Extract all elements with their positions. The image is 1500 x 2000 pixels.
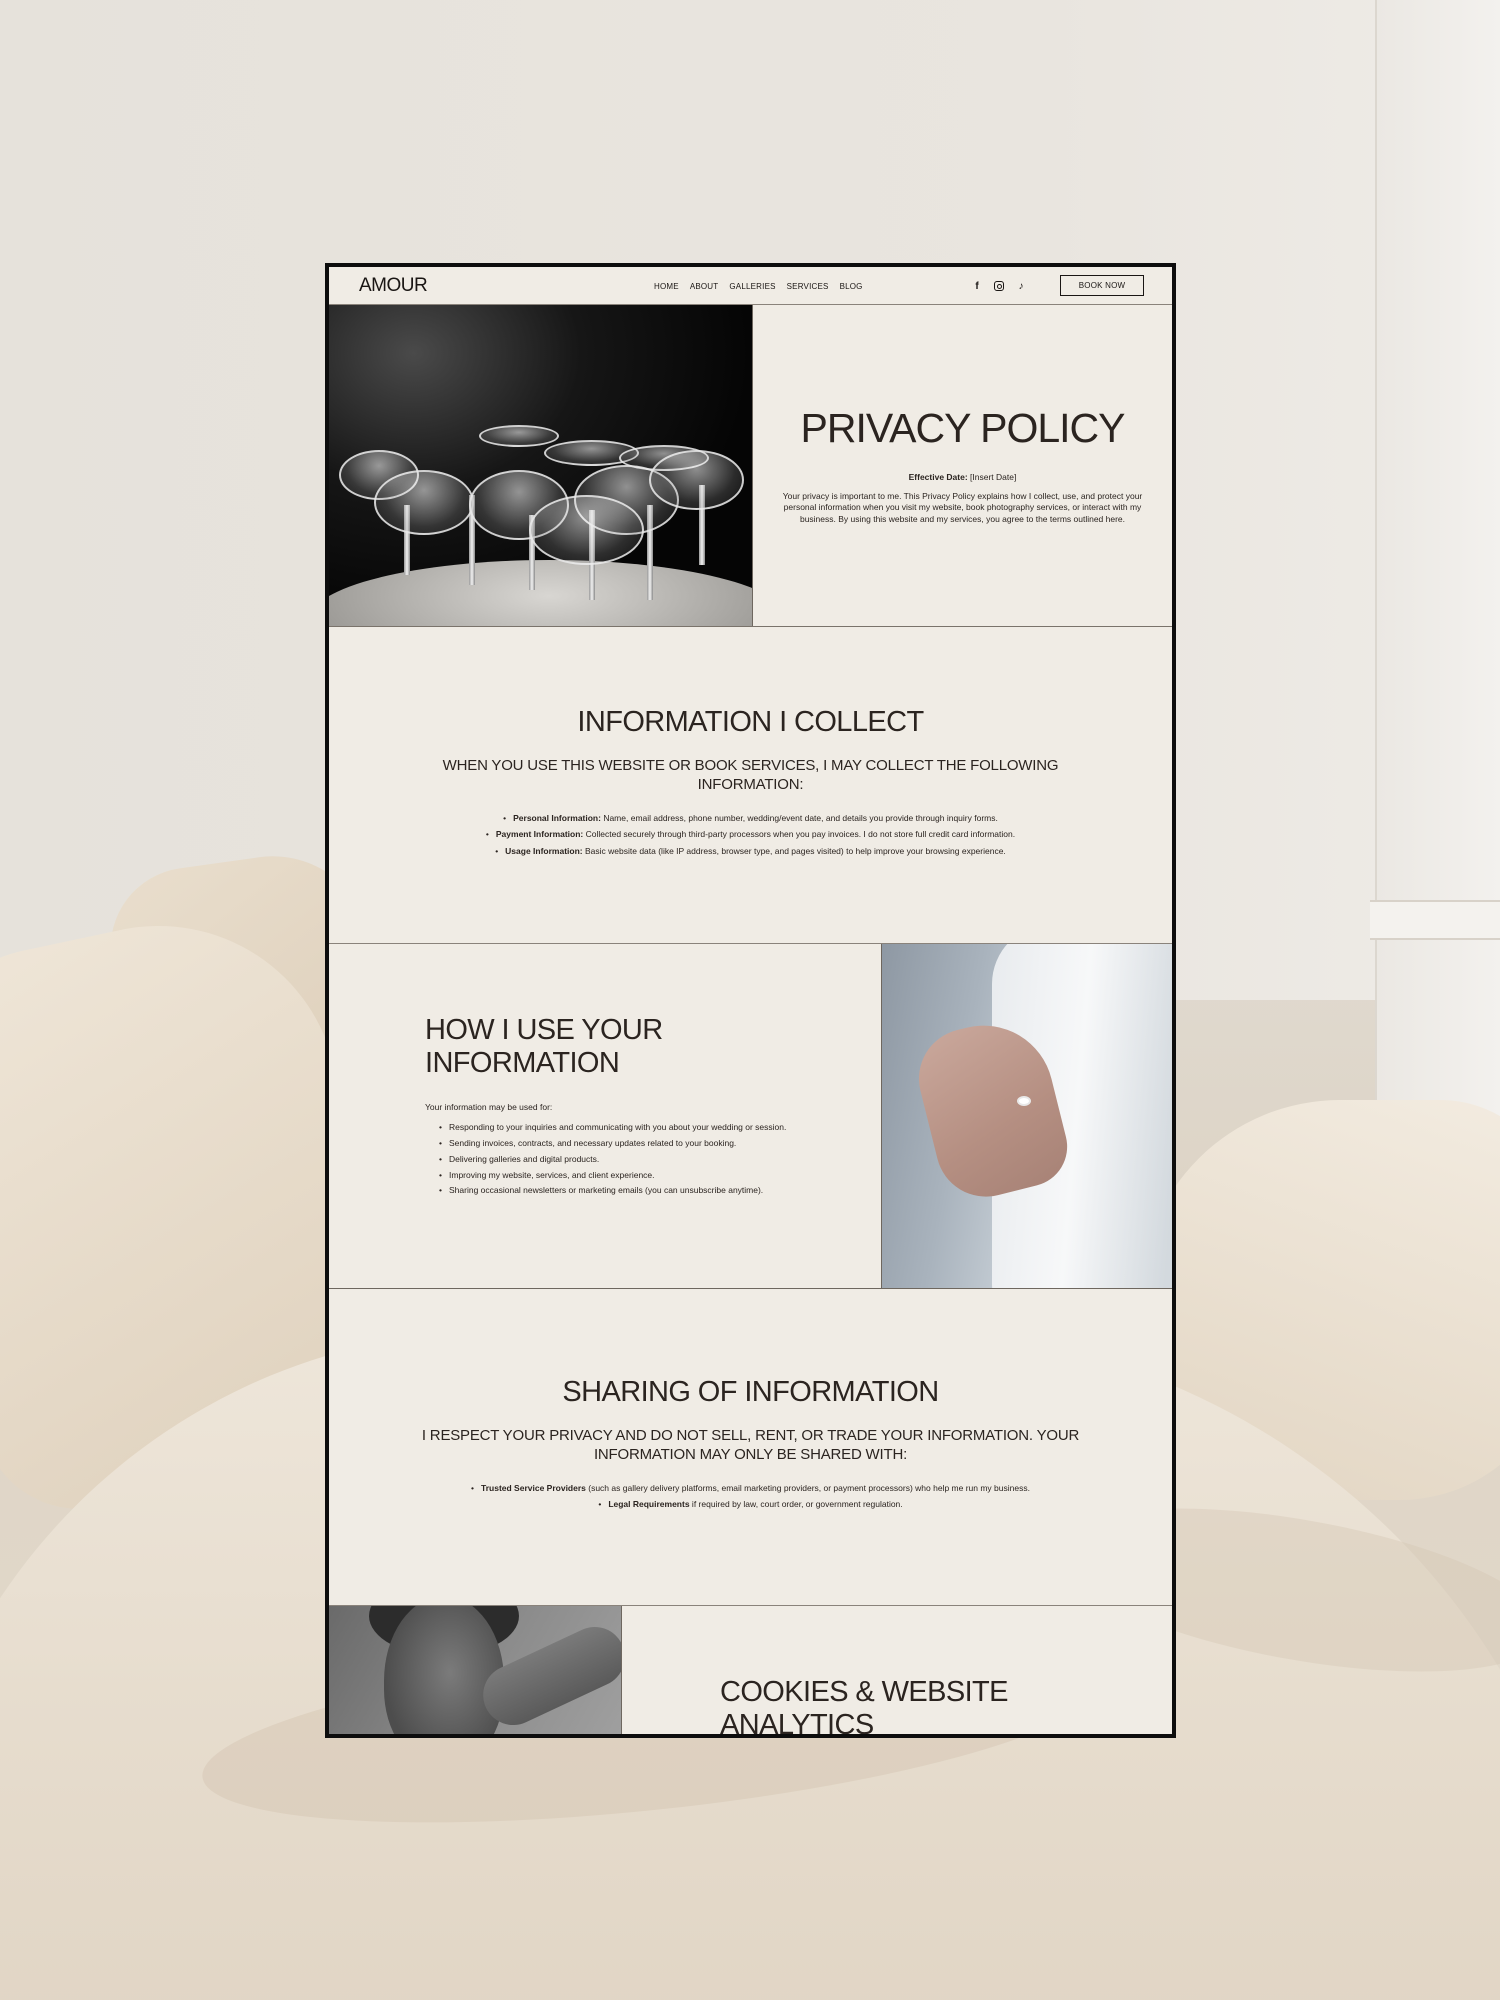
- item-label: Trusted Service Providers: [481, 1482, 586, 1493]
- hero-text: [753, 305, 1172, 626]
- effective-date-label: Effective Date:: [908, 472, 968, 482]
- list-item: • Responding to your inquiries and communicating with you about your wedding or session.: [439, 1122, 795, 1133]
- item-text: Basic website data (like IP address, browser type, and pages visited) to help improve your browsing experience.: [582, 845, 1006, 856]
- item-text: (such as gallery delivery platforms, email marketing providers, or payment processors) who help me run my business.: [585, 1482, 1030, 1493]
- nav-home[interactable]: HOME: [654, 281, 679, 291]
- nav-blog[interactable]: BLOG: [839, 281, 863, 291]
- item-text: Name, email address, phone number, wedding/event date, and details you provide through inquiry forms.: [600, 812, 998, 823]
- item-text: if required by law, court order, or government regulation.: [689, 1499, 903, 1510]
- list-item: [329, 810, 1172, 827]
- logo[interactable]: AMOUR: [359, 274, 428, 296]
- cookies-section: [329, 1606, 1172, 1738]
- facebook-icon[interactable]: f: [975, 280, 979, 292]
- glass: [649, 450, 744, 510]
- how-use-text: [329, 944, 881, 1288]
- face: [384, 1606, 504, 1738]
- list-item: • Improving my website, services, and client experience.: [439, 1170, 795, 1181]
- engagement-ring: [1017, 1096, 1031, 1106]
- hero-section: [329, 305, 1172, 627]
- list-item: • Delivering galleries and digital products.: [439, 1154, 795, 1165]
- item-label: Legal Requirements: [608, 1499, 690, 1510]
- list-item: [329, 843, 1172, 860]
- portrait-image: [329, 1606, 622, 1738]
- item-label: Personal Information:: [513, 812, 601, 823]
- list-item: [329, 1480, 1172, 1497]
- section-subtitle: I RESPECT YOUR PRIVACY AND DO NOT SELL, RENT, OR TRADE YOUR INFORMATION. YOUR INFORMATION MAY ONLY BE SHARED WITH:: [421, 1427, 1080, 1463]
- glass: [479, 425, 559, 447]
- champagne-glasses-image: [329, 305, 753, 626]
- use-list: [425, 1122, 795, 1196]
- list-item: [329, 1496, 1172, 1513]
- door: [1375, 0, 1500, 1150]
- main-menu: [654, 267, 863, 305]
- glass: [374, 470, 474, 535]
- website: [329, 267, 1172, 1738]
- door-trim: [1370, 900, 1500, 940]
- item-text: Collected securely through third-party processors when you pay invoices. I do not store full credit card information.: [583, 829, 1016, 840]
- effective-date: [909, 472, 1017, 482]
- item-label: Payment Information:: [495, 829, 584, 840]
- sharing-list: [329, 1480, 1172, 1513]
- glass: [529, 495, 644, 565]
- list-item: • Sending invoices, contracts, and necessary updates related to your booking.: [439, 1138, 795, 1149]
- book-now-button[interactable]: BOOK NOW: [1060, 275, 1144, 296]
- instagram-icon[interactable]: [994, 281, 1004, 291]
- section-subtitle: WHEN YOU USE THIS WEBSITE OR BOOK SERVICES, I MAY COLLECT THE FOLLOWING INFORMATION:: [442, 757, 1059, 793]
- effective-date-value: [Insert Date]: [967, 472, 1017, 482]
- cookies-text: [622, 1606, 1172, 1738]
- intro-paragraph: Your privacy is important to me. This Privacy Policy explains how I collect, use, and protect your personal information when you visit my website, book photography services, or interact with my business. By using this website and my services, you agree to the terms outlined here.: [782, 491, 1143, 524]
- information-collect-section: [329, 627, 1172, 944]
- nav-galleries[interactable]: GALLERIES: [729, 281, 776, 291]
- page-title: PRIVACY POLICY: [800, 405, 1125, 451]
- item-label: Usage Information:: [505, 845, 583, 856]
- nav-about[interactable]: ABOUT: [689, 281, 719, 291]
- ring-hand-image: [881, 944, 1172, 1288]
- section-title: SHARING OF INFORMATION: [562, 1376, 939, 1408]
- section-title: INFORMATION I COLLECT: [577, 706, 924, 738]
- website-mockup-frame: [325, 263, 1176, 1738]
- list-item: [329, 826, 1172, 843]
- nav-services[interactable]: SERVICES: [786, 281, 829, 291]
- header-nav: [329, 267, 1172, 305]
- list-item: • Sharing occasional newsletters or marketing emails (you can unsubscribe anytime).: [439, 1185, 795, 1196]
- section-title: HOW I USE YOUR INFORMATION: [425, 1014, 663, 1080]
- section-title: COOKIES & WEBSITE ANALYTICS: [720, 1676, 1008, 1738]
- sharing-section: [329, 1289, 1172, 1606]
- table-surface: [329, 560, 753, 626]
- social-links: [971, 267, 1027, 305]
- collect-list: [329, 810, 1172, 860]
- tiktok-icon[interactable]: ♪: [1018, 280, 1024, 292]
- how-use-section: [329, 944, 1172, 1289]
- lead-text: Your information may be used for:: [425, 1102, 553, 1113]
